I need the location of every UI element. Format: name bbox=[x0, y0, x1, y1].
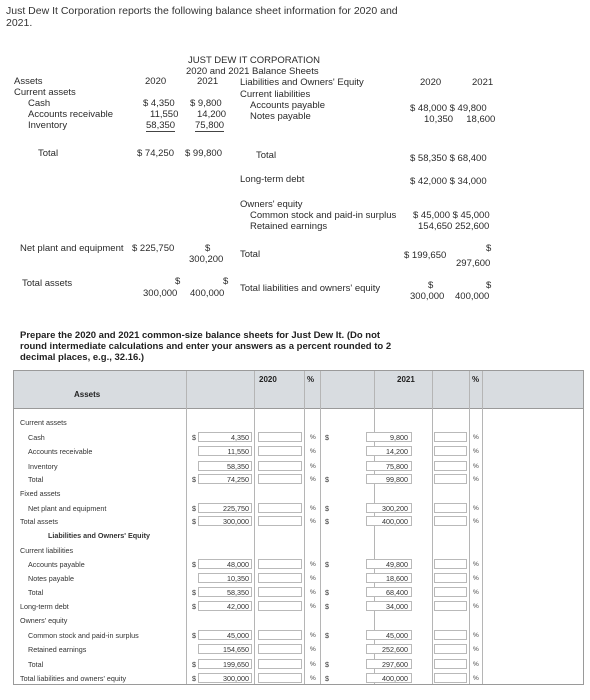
row-label: Current assets bbox=[20, 418, 67, 427]
pct-2021-input[interactable] bbox=[434, 461, 467, 471]
row-label: Total bbox=[28, 660, 44, 669]
col-assets-header: Assets bbox=[74, 390, 101, 399]
cash-2020: $ 4,350 bbox=[143, 98, 175, 109]
total-oe-2021-dollar: $ bbox=[486, 243, 492, 254]
pct-2021-input[interactable] bbox=[434, 432, 467, 442]
dollar-sign-2020: $ bbox=[192, 517, 196, 526]
worksheet-row bbox=[14, 530, 583, 541]
row-label: Common stock and paid-in surplus bbox=[28, 631, 139, 640]
row-label: Notes payable bbox=[28, 574, 74, 583]
row-label: Inventory bbox=[28, 462, 58, 471]
tle-dollar-2020: $ bbox=[428, 280, 434, 291]
ar-2021: 14,200 bbox=[197, 109, 227, 120]
value-2020: 45,000 bbox=[227, 631, 249, 640]
dollar-sign-2021: $ bbox=[325, 560, 329, 569]
worksheet-row bbox=[14, 559, 583, 570]
dollar-sign-2020: $ bbox=[192, 433, 196, 442]
pct-2020-sign: % bbox=[310, 463, 316, 470]
worksheet-row bbox=[14, 474, 583, 485]
total-oe-2021: 297,600 bbox=[456, 258, 491, 269]
pct-2020-sign: % bbox=[310, 575, 316, 582]
dollar-sign-2020: $ bbox=[192, 588, 196, 597]
value-2020: 225,750 bbox=[223, 504, 249, 513]
pct-2020-sign: % bbox=[310, 476, 316, 483]
pct-2021-sign: % bbox=[473, 505, 479, 512]
value-2021: 300,200 bbox=[382, 504, 408, 513]
value-2020: 10,350 bbox=[227, 574, 249, 583]
value-2021: 9,800 bbox=[390, 433, 408, 442]
value-2021: 252,600 bbox=[382, 645, 408, 654]
pct-2020-sign: % bbox=[310, 632, 316, 639]
value-2021: 400,000 bbox=[382, 674, 408, 683]
pct-2021-sign: % bbox=[473, 518, 479, 525]
re-values: 154,650 252,600 bbox=[418, 221, 490, 232]
worksheet-row bbox=[14, 417, 583, 428]
pct-2020-sign: % bbox=[310, 518, 316, 525]
row-label: Total liabilities and owners' equity bbox=[20, 674, 127, 683]
total-assets-2021: 400,000 bbox=[190, 288, 225, 299]
pct-2021-sign: % bbox=[473, 675, 479, 682]
row-label: Retained earnings bbox=[28, 645, 87, 654]
cash-label: Cash bbox=[28, 98, 51, 109]
value-2020: 74,250 bbox=[227, 475, 249, 484]
liab-2021-header: 2021 bbox=[472, 77, 494, 88]
row-label: Current liabilities bbox=[20, 546, 74, 555]
pct-2021-sign: % bbox=[473, 448, 479, 455]
row-label: Fixed assets bbox=[20, 489, 61, 498]
ltd-values: $ 42,000 $ 34,000 bbox=[410, 176, 487, 187]
value-2021: 75,800 bbox=[386, 462, 408, 471]
tle-dollar-2021: $ bbox=[486, 280, 492, 291]
np-label: Notes payable bbox=[250, 111, 311, 122]
worksheet-row bbox=[14, 573, 583, 584]
net-plant-2021-dollar: $ bbox=[205, 243, 211, 254]
pct-2021-sign: % bbox=[473, 646, 479, 653]
pct-2020-input[interactable] bbox=[258, 559, 302, 569]
dollar-sign-2021: $ bbox=[325, 660, 329, 669]
value-2020: 199,650 bbox=[223, 660, 249, 669]
pct-2021-input[interactable] bbox=[434, 644, 467, 654]
pct-2020-sign: % bbox=[310, 603, 316, 610]
worksheet-row bbox=[14, 545, 583, 556]
cs-values: $ 45,000 $ 45,000 bbox=[413, 210, 490, 221]
pct-2021-sign: % bbox=[473, 661, 479, 668]
dollar-sign-2021: $ bbox=[325, 517, 329, 526]
value-2020: 11,550 bbox=[227, 447, 249, 456]
dollar-sign-2020: $ bbox=[192, 504, 196, 513]
pct-2020-input[interactable] bbox=[258, 673, 302, 683]
oe-label: Owners' equity bbox=[240, 199, 303, 210]
assets-2021-header: 2021 bbox=[197, 76, 219, 87]
total-assets-dollar-2021: $ bbox=[223, 276, 229, 287]
worksheet-row bbox=[14, 503, 583, 514]
value-2021: 49,800 bbox=[386, 560, 408, 569]
total-ca-2021: $ 99,800 bbox=[185, 148, 222, 159]
row-label: Long-term debt bbox=[20, 602, 69, 611]
liab-header: Liabilities and Owners' Equity bbox=[240, 77, 364, 88]
pct-2020-sign: % bbox=[310, 589, 316, 596]
pct-2021-sign: % bbox=[473, 632, 479, 639]
pct-2021-sign: % bbox=[473, 589, 479, 596]
pct-2021-input[interactable] bbox=[434, 559, 467, 569]
worksheet-row bbox=[14, 432, 583, 443]
row-label: Total assets bbox=[20, 517, 58, 526]
ap-label: Accounts payable bbox=[250, 100, 325, 111]
value-2020: 48,000 bbox=[227, 560, 249, 569]
net-plant-2021: 300,200 bbox=[189, 254, 224, 265]
pct-2021-sign: % bbox=[473, 434, 479, 441]
current-liab-label: Current liabilities bbox=[240, 89, 311, 100]
pct-2021-sign: % bbox=[473, 603, 479, 610]
pct-2020-sign: % bbox=[310, 505, 316, 512]
instructions: Prepare the 2020 and 2021 common-size balance sheets for Just Dew It. (Do not round intermediate calculations and enter your answers as a percent rounded to 2 decimal places, e.g., 32.16.) bbox=[20, 330, 392, 363]
re-label: Retained earnings bbox=[250, 221, 328, 232]
worksheet-header bbox=[14, 371, 583, 409]
pct-2020-sign: % bbox=[310, 646, 316, 653]
current-assets-label: Current assets bbox=[14, 87, 76, 98]
pct-2021-input[interactable] bbox=[434, 573, 467, 583]
total-assets-dollar-2020: $ bbox=[175, 276, 181, 287]
pct-2020-input[interactable] bbox=[258, 644, 302, 654]
worksheet-row bbox=[14, 630, 583, 641]
ar-label: Accounts receivable bbox=[28, 109, 114, 120]
pct-2020-sign: % bbox=[310, 675, 316, 682]
total-assets-label: Total assets bbox=[22, 278, 73, 289]
liab-2020-header: 2020 bbox=[420, 77, 442, 88]
pct-2021-sign: % bbox=[473, 463, 479, 470]
total-assets-2020: 300,000 bbox=[143, 288, 178, 299]
value-2021: 34,000 bbox=[386, 602, 408, 611]
pct-2020-input[interactable] bbox=[258, 474, 302, 484]
worksheet-row bbox=[14, 488, 583, 499]
net-plant-2020: $ 225,750 bbox=[132, 243, 175, 254]
common-size-worksheet bbox=[13, 370, 584, 685]
bs-title: JUST DEW IT CORPORATION bbox=[188, 55, 320, 66]
row-label: Cash bbox=[28, 433, 45, 442]
worksheet-row bbox=[14, 516, 583, 527]
cs-label: Common stock and paid-in surplus bbox=[250, 210, 397, 221]
total-oe-2020: $ 199,650 bbox=[404, 250, 447, 261]
row-label: Total bbox=[28, 588, 44, 597]
value-2020: 4,350 bbox=[231, 433, 249, 442]
value-2020: 154,650 bbox=[223, 645, 249, 654]
value-2021: 14,200 bbox=[386, 447, 408, 456]
row-label: Accounts receivable bbox=[28, 447, 93, 456]
pct-2020-input[interactable] bbox=[258, 446, 302, 456]
worksheet-row bbox=[14, 446, 583, 457]
cash-2021: $ 9,800 bbox=[190, 98, 222, 109]
ap-values: $ 48,000 $ 49,800 bbox=[410, 103, 487, 114]
pct-2021-sign: % bbox=[473, 561, 479, 568]
dollar-sign-2021: $ bbox=[325, 588, 329, 597]
total-oe-label: Total bbox=[240, 249, 261, 260]
col-2021-pct-header: % bbox=[472, 375, 480, 384]
value-2021: 45,000 bbox=[386, 631, 408, 640]
col-2021-header: 2021 bbox=[397, 375, 415, 384]
dollar-sign-2021: $ bbox=[325, 674, 329, 683]
pct-2020-input[interactable] bbox=[258, 461, 302, 471]
pct-2020-input[interactable] bbox=[258, 601, 302, 611]
assets-2020-header: 2020 bbox=[145, 76, 167, 87]
total-ca-label: Total bbox=[38, 148, 59, 159]
dollar-sign-2020: $ bbox=[192, 631, 196, 640]
worksheet-row bbox=[14, 673, 583, 684]
row-label: Owners' equity bbox=[20, 616, 68, 625]
pct-2020-input[interactable] bbox=[258, 587, 302, 597]
pct-2020-sign: % bbox=[310, 448, 316, 455]
dollar-sign-2021: $ bbox=[325, 433, 329, 442]
dollar-sign-2021: $ bbox=[325, 631, 329, 640]
dollar-sign-2020: $ bbox=[192, 602, 196, 611]
value-2021: 297,600 bbox=[382, 660, 408, 669]
bs-subtitle: 2020 and 2021 Balance Sheets bbox=[186, 66, 319, 77]
ar-2020: 11,550 bbox=[150, 109, 179, 120]
worksheet-row bbox=[14, 601, 583, 612]
pct-2021-input[interactable] bbox=[434, 601, 467, 611]
pct-2021-input[interactable] bbox=[434, 446, 467, 456]
pct-2020-input[interactable] bbox=[258, 503, 302, 513]
net-plant-label: Net plant and equipment bbox=[20, 243, 124, 254]
row-label: Accounts payable bbox=[28, 560, 85, 569]
pct-2020-input[interactable] bbox=[258, 659, 302, 669]
inventory-label: Inventory bbox=[28, 120, 68, 131]
pct-2021-input[interactable] bbox=[434, 474, 467, 484]
np-values: 10,350 18,600 bbox=[424, 114, 496, 125]
value-2020: 300,000 bbox=[223, 674, 249, 683]
pct-2021-input[interactable] bbox=[434, 673, 467, 683]
value-2020: 42,000 bbox=[227, 602, 249, 611]
pct-2020-sign: % bbox=[310, 661, 316, 668]
tle-2021: 400,000 bbox=[455, 291, 490, 302]
col-2020-pct-header: % bbox=[307, 375, 315, 384]
row-label: Total bbox=[28, 475, 44, 484]
intro-text: Just Dew It Corporation reports the following balance sheet information for 2020 and 2021. bbox=[6, 5, 398, 29]
pct-2020-input[interactable] bbox=[258, 573, 302, 583]
pct-2020-sign: % bbox=[310, 561, 316, 568]
pct-2020-input[interactable] bbox=[258, 630, 302, 640]
value-2020: 58,350 bbox=[227, 462, 249, 471]
total-cl-values: $ 58,350 $ 68,400 bbox=[410, 153, 487, 164]
worksheet-row bbox=[14, 587, 583, 598]
dollar-sign-2021: $ bbox=[325, 504, 329, 513]
pct-2021-input[interactable] bbox=[434, 587, 467, 597]
pct-2021-sign: % bbox=[473, 476, 479, 483]
assets-header: Assets bbox=[14, 76, 43, 87]
inv-2020: 58,350 bbox=[146, 120, 176, 131]
dollar-sign-2020: $ bbox=[192, 674, 196, 683]
value-2021: 99,800 bbox=[386, 475, 408, 484]
pct-2020-input[interactable] bbox=[258, 432, 302, 442]
value-2021: 68,400 bbox=[386, 588, 408, 597]
value-2021: 18,600 bbox=[386, 574, 408, 583]
row-label: Net plant and equipment bbox=[28, 504, 107, 513]
worksheet-row bbox=[14, 461, 583, 472]
inv-2021: 75,800 bbox=[195, 120, 225, 131]
dollar-sign-2020: $ bbox=[192, 660, 196, 669]
pct-2020-sign: % bbox=[310, 434, 316, 441]
dollar-sign-2021: $ bbox=[325, 602, 329, 611]
value-2020: 58,350 bbox=[227, 588, 249, 597]
dollar-sign-2021: $ bbox=[325, 475, 329, 484]
pct-2021-input[interactable] bbox=[434, 503, 467, 513]
value-2020: 300,000 bbox=[223, 517, 249, 526]
worksheet-row bbox=[14, 615, 583, 626]
value-2021: 400,000 bbox=[382, 517, 408, 526]
col-2020-header: 2020 bbox=[259, 375, 277, 384]
tle-label: Total liabilities and owners' equity bbox=[240, 283, 381, 294]
dollar-sign-2020: $ bbox=[192, 475, 196, 484]
ltd-label: Long-term debt bbox=[240, 174, 305, 185]
total-cl-label: Total bbox=[256, 150, 277, 161]
pct-2021-input[interactable] bbox=[434, 630, 467, 640]
pct-2021-sign: % bbox=[473, 575, 479, 582]
tle-2020: 300,000 bbox=[410, 291, 445, 302]
pct-2021-input[interactable] bbox=[434, 516, 467, 526]
total-ca-2020: $ 74,250 bbox=[137, 148, 174, 159]
pct-2021-input[interactable] bbox=[434, 659, 467, 669]
pct-2020-input[interactable] bbox=[258, 516, 302, 526]
worksheet-row bbox=[14, 644, 583, 655]
dollar-sign-2020: $ bbox=[192, 560, 196, 569]
worksheet-row bbox=[14, 659, 583, 670]
row-label: Liabilities and Owners' Equity bbox=[48, 531, 150, 540]
